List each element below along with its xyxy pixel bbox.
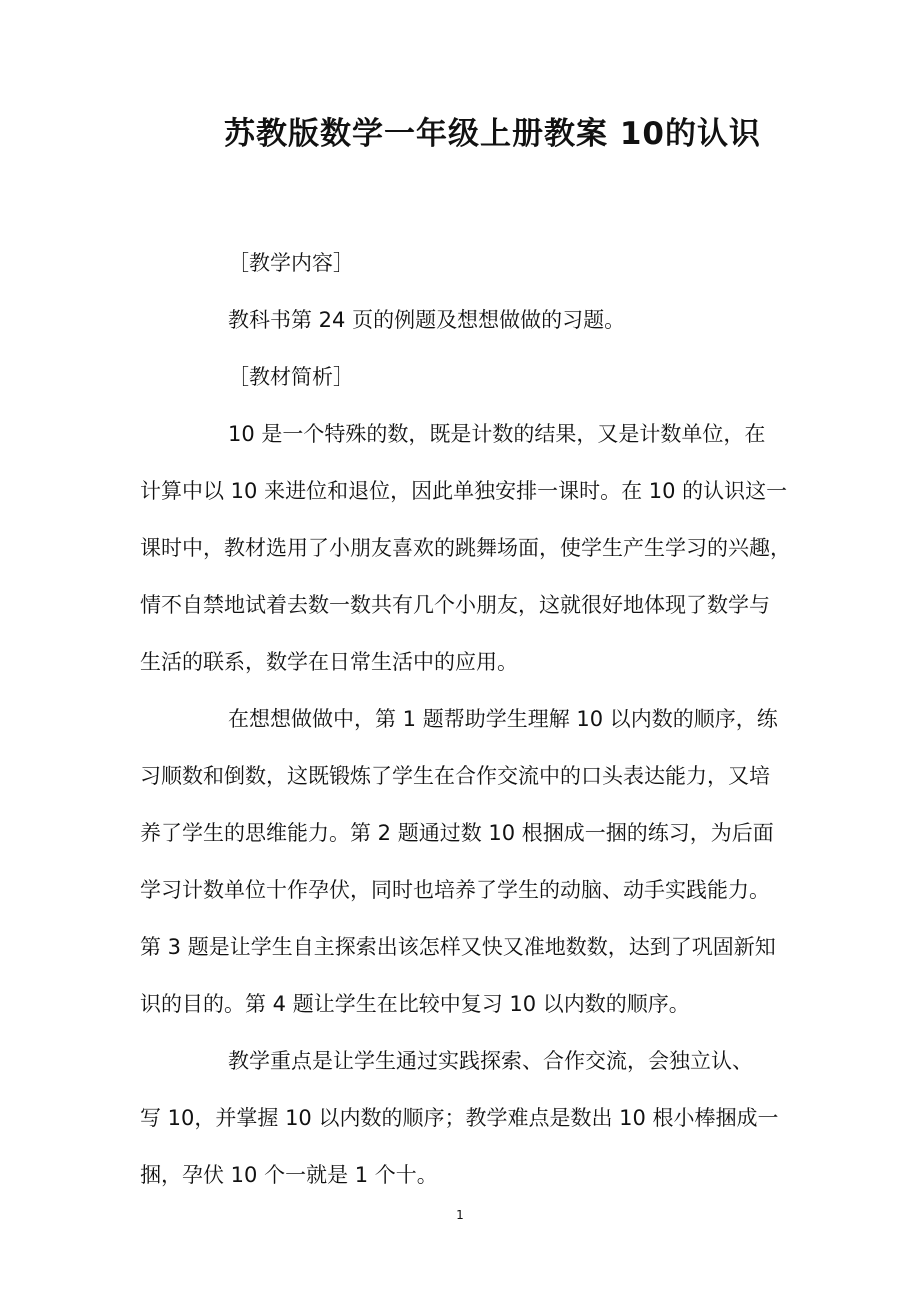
paragraph-line: 捆，孕伏 10 个一就是 1 个十。 xyxy=(140,1163,438,1187)
paragraph-line: 情不自禁地试着去数一数共有几个小朋友，这就很好地体现了数学与 xyxy=(140,593,770,617)
paragraph-line: 识的目的。第 4 题让学生在比较中复习 10 以内数的顺序。 xyxy=(140,992,690,1016)
paragraph-line: 学习计数单位十作孕伏，同时也培养了学生的动脑、动手实践能力。 xyxy=(140,878,770,902)
paragraph-line: 10 是一个特殊的数，既是计数的结果，又是计数单位，在 xyxy=(228,422,766,446)
paragraph-line: 写 10，并掌握 10 以内数的顺序；教学难点是数出 10 根小棒捆成一 xyxy=(140,1106,779,1130)
paragraph-line: 养了学生的思维能力。第 2 题通过数 10 根捆成一捆的练习，为后面 xyxy=(140,821,774,845)
paragraph-line: 计算中以 10 来进位和退位，因此单独安排一课时。在 10 的认识这一 xyxy=(140,479,788,503)
paragraph-line: 教学重点是让学生通过实践探索、合作交流，会独立认、 xyxy=(228,1049,753,1073)
page-number: 1 xyxy=(456,1208,464,1222)
paragraph-line: 在想想做做中，第 1 题帮助学生理解 10 以内数的顺序，练 xyxy=(228,707,778,731)
paragraph-line: 第 3 题是让学生自主探索出该怎样又快又准地数数，达到了巩固新知 xyxy=(140,935,776,959)
paragraph-line: 习顺数和倒数，这既锻炼了学生在合作交流中的口头表达能力，又培 xyxy=(140,764,770,788)
paragraph-line: 生活的联系，数学在日常生活中的应用。 xyxy=(140,650,518,674)
document-title: 苏教版数学一年级上册教案 10的认识 xyxy=(224,116,761,152)
paragraph-line: 教科书第 24 页的例题及想想做做的习题。 xyxy=(228,308,626,332)
section-heading-material-analysis: ［教材简析］ xyxy=(228,365,354,389)
section-heading-teaching-content: ［教学内容］ xyxy=(228,251,354,275)
paragraph-line: 课时中，教材选用了小朋友喜欢的跳舞场面，使学生产生学习的兴趣， xyxy=(140,536,791,560)
